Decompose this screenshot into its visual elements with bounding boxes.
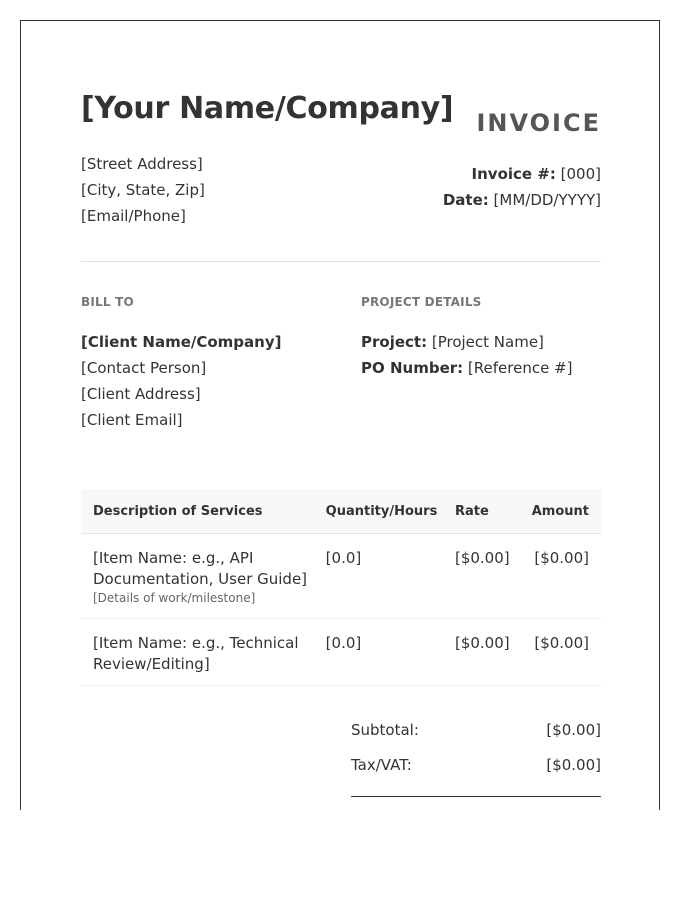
item-rate: [$0.00] [443,619,520,686]
invoice-date-line [443,187,601,213]
services-table [81,489,601,686]
client-name: [Client Name/Company] [81,333,282,351]
item-amount: [$0.00] [520,619,601,686]
invoice-number-label: Invoice #: [471,165,556,183]
tax-row [351,756,601,791]
item-description-cell [81,534,314,619]
bill-to-heading: BILL TO [81,295,134,309]
invoice-date-value: [MM/DD/YYYY] [493,191,601,209]
client-contact: [Contact Person] [81,359,207,377]
invoice-number-value: [000] [560,165,601,183]
tax-label: Tax/VAT: [351,756,412,774]
item-name: [Item Name: e.g., API Documentation, User Guide] [93,549,308,588]
item-detail: [Details of work/milestone] [93,591,256,605]
item-amount: [$0.00] [520,534,601,619]
item-name: [Item Name: e.g., Technical Review/Editing] [93,634,299,673]
totals-block [351,721,601,791]
project-details-heading: PROJECT DETAILS [361,295,482,309]
client-address: [Client Address] [81,385,201,403]
invoice-date-label: Date: [442,191,489,209]
table-row [81,534,601,619]
city-state-zip: [City, State, Zip] [81,181,205,199]
project-line [361,329,573,355]
sender-address [81,151,205,229]
bill-to-block [81,329,281,433]
subtotal-value: [$0.00] [546,721,601,739]
table-row [81,619,601,686]
po-number-label: PO Number: [361,359,464,377]
totals-divider [351,796,601,797]
street-address: [Street Address] [81,155,203,173]
item-quantity: [0.0] [314,619,443,686]
column-header-description: Description of Services [81,489,314,534]
item-description-cell [81,619,314,686]
company-name: [Your Name/Company] [81,91,454,126]
column-header-amount: Amount [520,489,601,534]
invoice-page [20,20,660,810]
header-divider [81,261,601,262]
invoice-number-line [443,161,601,187]
subtotal-row [351,721,601,756]
email-phone: [Email/Phone] [81,207,186,225]
invoice-title: INVOICE [476,109,601,137]
column-header-quantity: Quantity/Hours [314,489,443,534]
item-quantity: [0.0] [314,534,443,619]
project-details-block [361,329,573,381]
tax-value: [$0.00] [546,756,601,774]
project-label: Project: [361,333,428,351]
invoice-meta [443,161,601,213]
table-header-row [81,489,601,534]
subtotal-label: Subtotal: [351,721,419,739]
item-rate: [$0.00] [443,534,520,619]
client-email: [Client Email] [81,411,183,429]
column-header-rate: Rate [443,489,520,534]
po-number-line [361,355,573,381]
po-number-value: [Reference #] [467,359,573,377]
project-value: [Project Name] [431,333,544,351]
